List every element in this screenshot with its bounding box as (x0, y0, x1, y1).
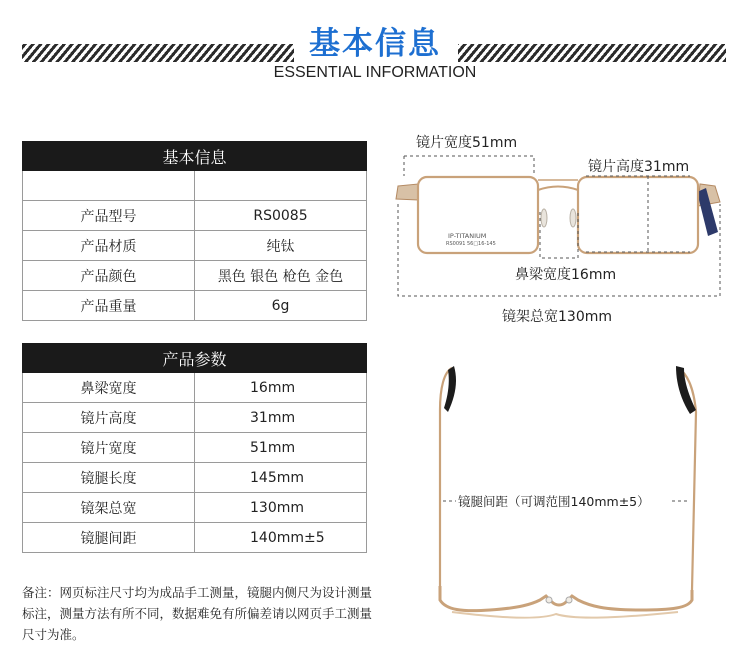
frame-width-label: 镜架总宽130mm (502, 309, 612, 325)
lens-width-guide (404, 156, 534, 176)
row-value: 6g (195, 291, 367, 321)
left-nose-pad (541, 209, 547, 227)
row-value: 51mm (195, 433, 367, 463)
row-value: 130mm (195, 493, 367, 523)
row-value: 黑色 银色 枪色 金色 (195, 261, 367, 291)
params-heading: 产品参数 (23, 344, 367, 373)
row-key: 产品颜色 (23, 261, 195, 291)
bridge (538, 187, 578, 191)
row-value: 145mm (195, 463, 367, 493)
page-subtitle: ESSENTIAL INFORMATION (273, 64, 477, 81)
lens-height-label: 镜片高度31mm (588, 159, 690, 175)
bridge-width-label: 鼻梁宽度16mm (513, 264, 618, 284)
row-value: 31mm (195, 403, 367, 433)
front-view-glasses (396, 177, 720, 253)
basic-info-heading: 基本信息 (23, 142, 367, 171)
page-title: 基本信息 (309, 26, 441, 62)
temple-distance-label: 镜腿间距（可调范围140mm±5） (458, 494, 650, 509)
row-key: 鼻梁宽度 (23, 373, 195, 403)
row-value: RS0085 (195, 201, 367, 231)
row-key: 产品型号 (23, 201, 195, 231)
row-key: 镜片高度 (23, 403, 195, 433)
lens-width-label: 镜片宽度51mm (416, 135, 518, 151)
row-key: 产品材质 (23, 231, 195, 261)
row-value: 纯钛 (195, 231, 367, 261)
right-nose-pad (570, 209, 576, 227)
footnote: 备注：网页标注尺寸均为成品手工测量，镜腿内侧尺为设计测量标注，测量方法有所不同，数据难免有所偏差请以网页手工测量尺寸为准。 (22, 585, 373, 642)
row-key: 产品重量 (23, 291, 195, 321)
row-key: 镜架总宽 (23, 493, 195, 523)
row-key: 镜腿间距 (23, 523, 195, 553)
lens-print-2: RS0091 56□16-145 (446, 241, 496, 247)
left-hinge (396, 184, 418, 200)
right-lens (578, 177, 698, 253)
left-pad-top (546, 597, 552, 603)
lens-print-1: IP-TITANIUM (448, 232, 487, 240)
row-key: 镜腿长度 (23, 463, 195, 493)
lens-edge-top (452, 612, 678, 618)
row-key: 镜片宽度 (23, 433, 195, 463)
row-value: 16mm (195, 373, 367, 403)
right-pad-top (566, 597, 572, 603)
row-value: 140mm±5 (195, 523, 367, 553)
